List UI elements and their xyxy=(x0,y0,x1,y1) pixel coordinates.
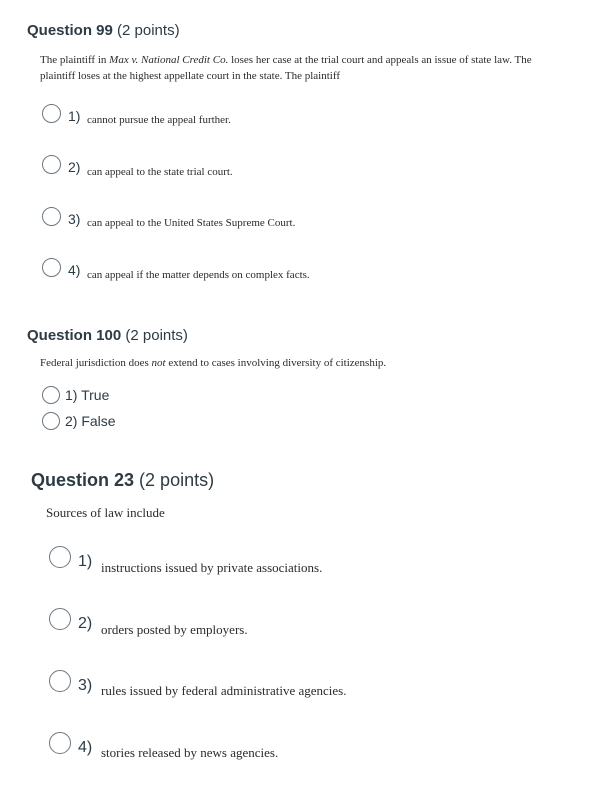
option-number: 4) xyxy=(68,262,81,278)
option-number: 2) xyxy=(78,615,93,632)
option-number: 2) xyxy=(68,159,81,175)
option-text: can appeal to the state trial court. xyxy=(87,166,233,178)
option-label: 2) False xyxy=(65,413,116,429)
radio-button[interactable] xyxy=(42,412,60,430)
question-99-title: Question 99 xyxy=(27,22,113,39)
question-23-stem: Sources of law include xyxy=(46,505,165,520)
option-text: stories released by news agencies. xyxy=(101,745,279,760)
radio-button[interactable] xyxy=(49,608,71,630)
radio-button[interactable] xyxy=(42,258,61,277)
option-text: can appeal if the matter depends on complex facts. xyxy=(87,269,310,281)
option-number: 3) xyxy=(68,211,81,227)
question-99-header xyxy=(27,22,180,39)
question-23-header xyxy=(31,470,214,491)
question-99-stem: The plaintiff in Max v. National Credit Co. loses her case at the trial court and appeals an issue of state law. The plaintiff loses at the highest appellate court in the state. The plaintiff xyxy=(40,54,532,82)
option-text: cannot pursue the appeal further. xyxy=(87,114,231,126)
option-text: rules issued by federal administrative agencies. xyxy=(101,683,347,698)
emphasis-not: not xyxy=(151,357,166,369)
radio-button[interactable] xyxy=(42,104,61,123)
question-100-points: (2 points) xyxy=(125,327,188,344)
question-100-stem: Federal jurisdiction does not extend to cases involving diversity of citizenship. xyxy=(40,357,387,369)
question-100-header xyxy=(27,327,188,344)
option-number: 3) xyxy=(78,677,93,694)
radio-button[interactable] xyxy=(49,546,71,568)
question-99-points: (2 points) xyxy=(117,22,180,39)
case-name: Max v. National Credit Co. xyxy=(109,54,229,66)
question-100-title: Question 100 xyxy=(27,327,122,344)
radio-button[interactable] xyxy=(49,732,71,754)
radio-button[interactable] xyxy=(49,670,71,692)
question-23-points: (2 points) xyxy=(139,470,215,490)
radio-button[interactable] xyxy=(42,386,60,404)
radio-button[interactable] xyxy=(42,207,61,226)
option-number: 1) xyxy=(78,553,93,570)
radio-button[interactable] xyxy=(42,155,61,174)
option-label: 1) True xyxy=(65,387,110,403)
option-text: can appeal to the United States Supreme Court. xyxy=(87,217,296,229)
option-number: 1) xyxy=(68,108,81,124)
option-text: instructions issued by private associations. xyxy=(101,560,323,575)
question-23-title: Question 23 xyxy=(31,470,135,490)
option-text: orders posted by employers. xyxy=(101,622,248,637)
option-number: 4) xyxy=(78,739,93,756)
